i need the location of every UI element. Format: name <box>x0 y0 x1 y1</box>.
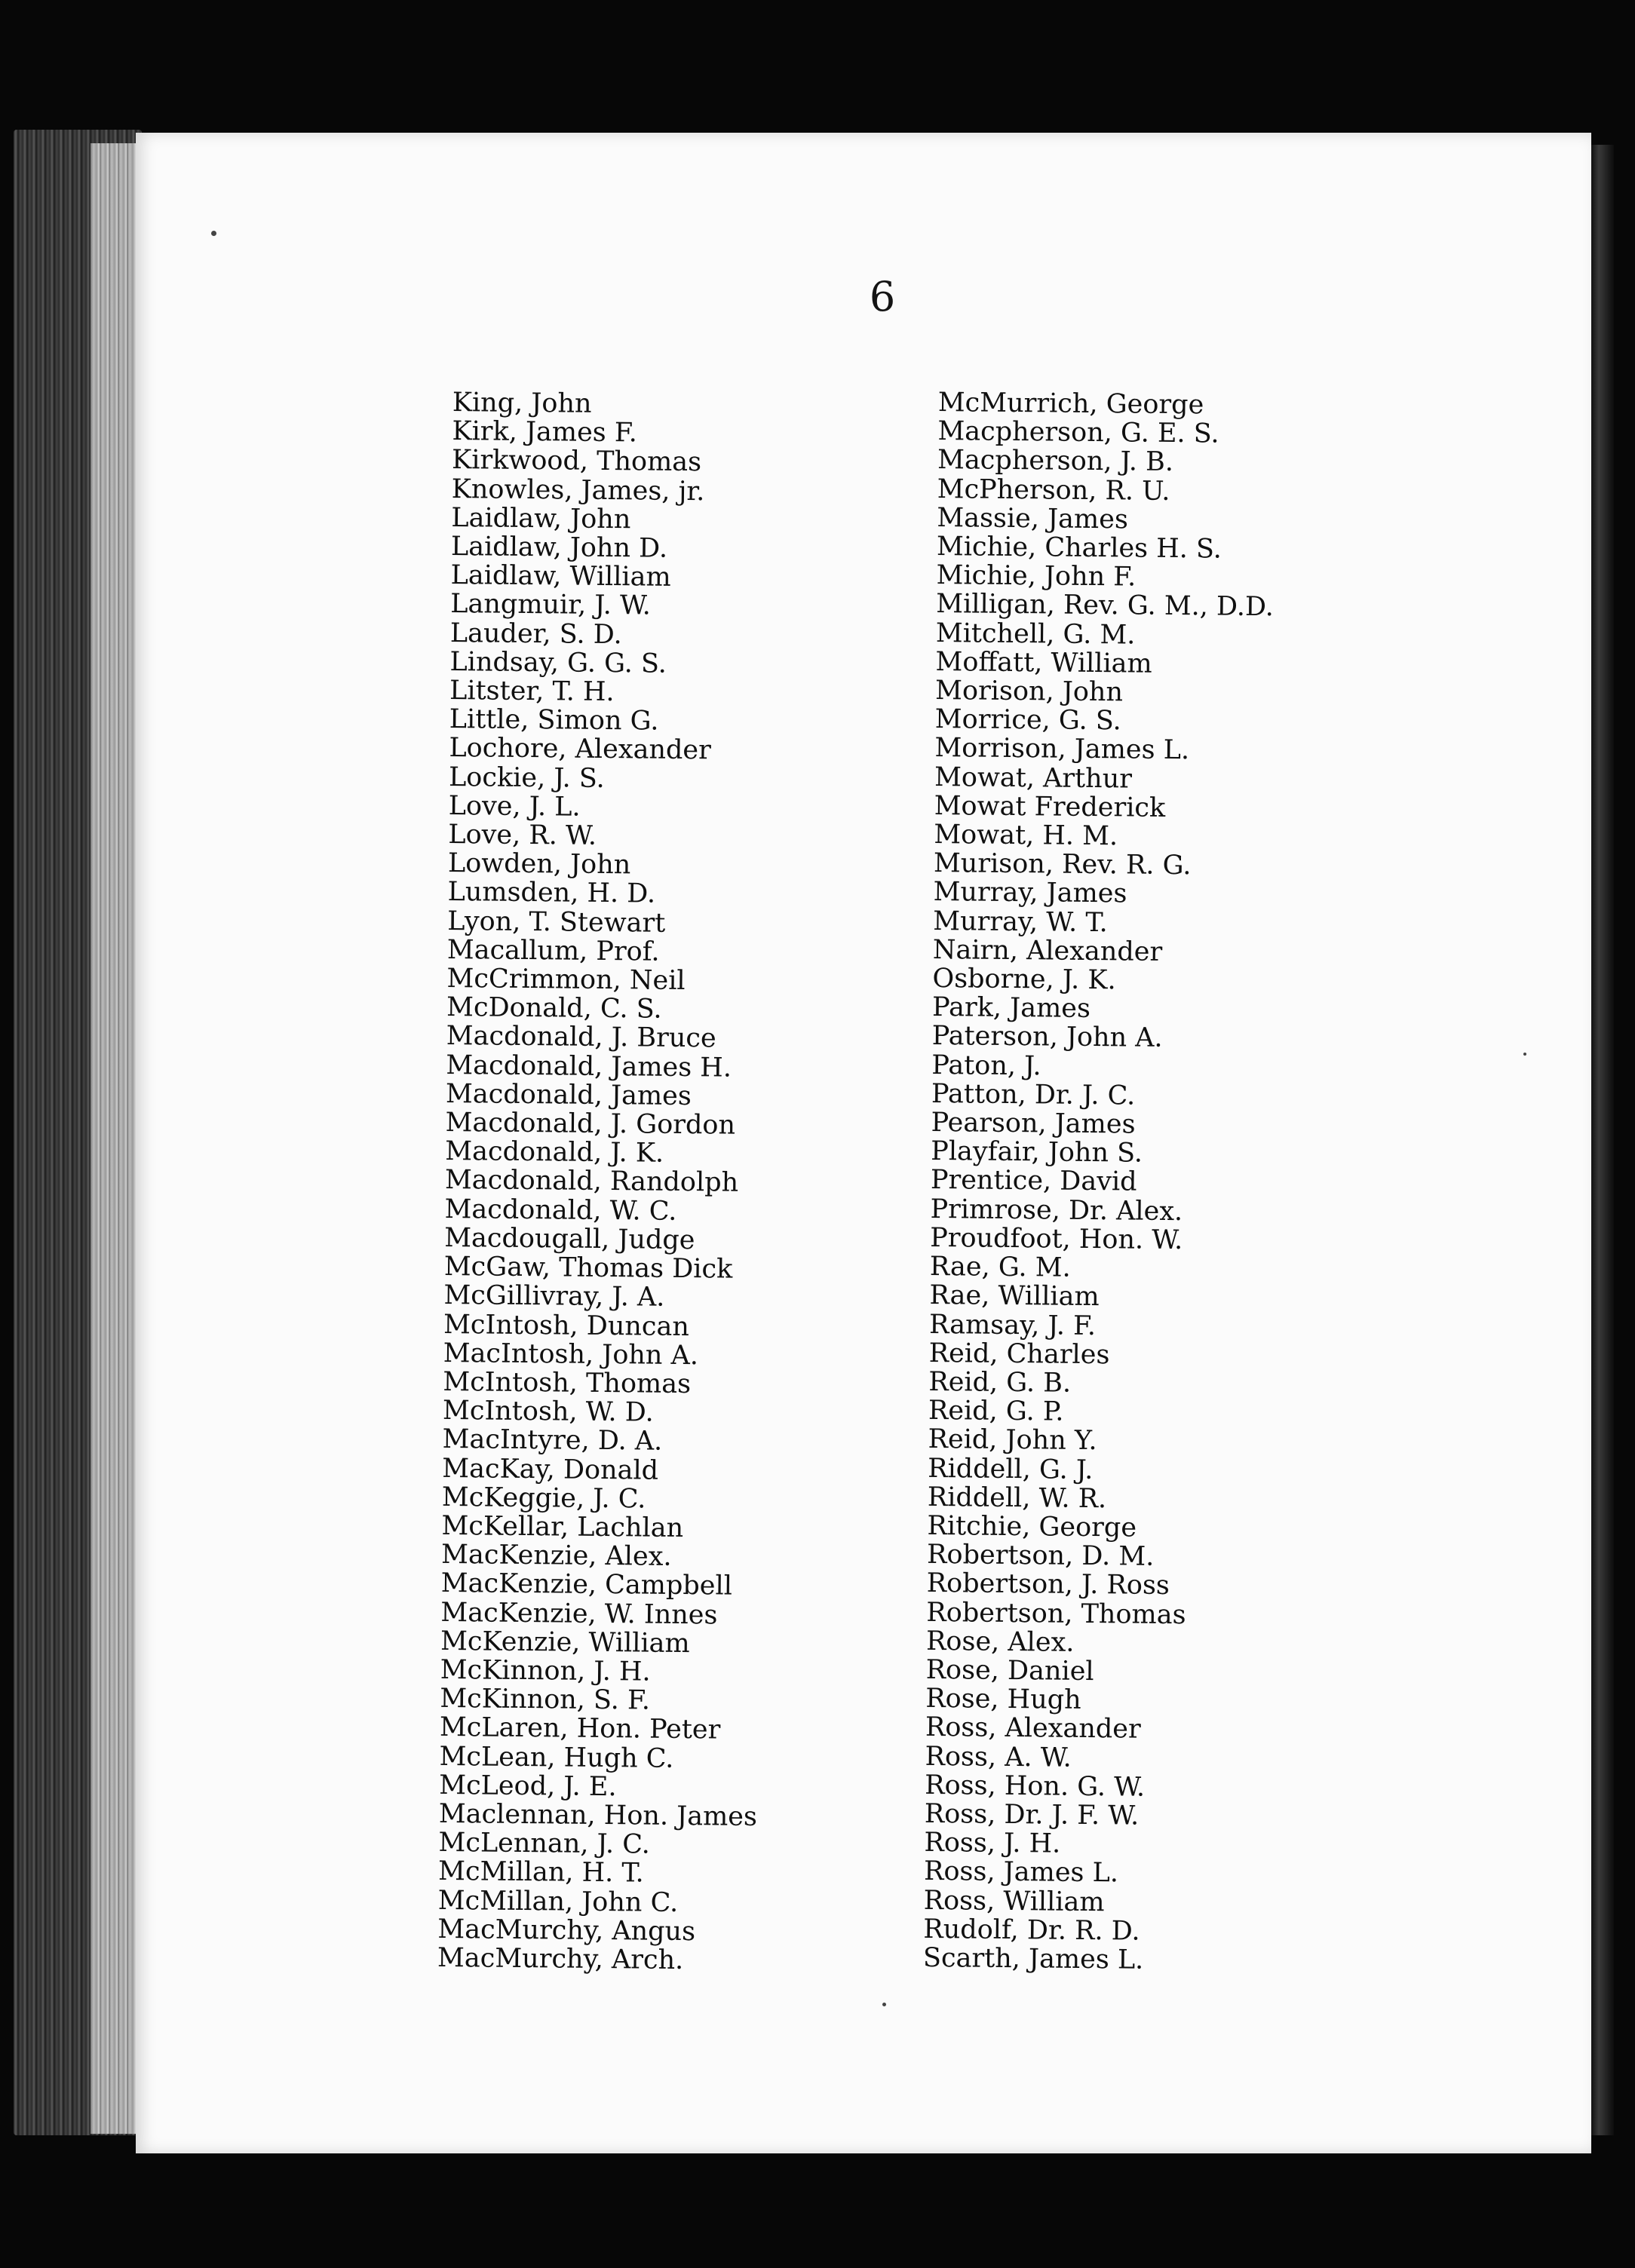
name-entry: Prentice, David <box>930 1165 1137 1198</box>
name-entry: McIntosh, Thomas <box>443 1366 692 1399</box>
name-entry: McMillan, John C. <box>437 1885 679 1918</box>
book-right-edge <box>1591 145 1614 2135</box>
name-entry: Mowat Frederick <box>934 790 1166 823</box>
name-entry: Macdonald, J. Bruce <box>446 1021 716 1054</box>
name-entry: Proudfoot, Hon. W. <box>929 1222 1183 1256</box>
name-entry: MacMurchy, Angus <box>437 1914 696 1947</box>
name-entry: Macdonald, J. Gordon <box>445 1108 736 1141</box>
name-entry: Patton, Dr. J. C. <box>931 1078 1136 1111</box>
name-entry: Laidlaw, John D. <box>450 532 668 564</box>
name-entry: Robertson, J. Ross <box>926 1568 1170 1601</box>
name-entry: McLaren, Hon. Peter <box>439 1712 721 1745</box>
name-entry: Reid, G. P. <box>928 1396 1064 1427</box>
name-entry: Laidlaw, John <box>451 502 631 535</box>
name-entry: Love, J. L. <box>448 790 581 823</box>
name-entry: Langmuir, J. W. <box>450 589 652 621</box>
name-entry: Macallum, Prof. <box>446 934 660 967</box>
name-entry: McGillivray, J. A. <box>443 1280 665 1313</box>
name-entry: McMurrich, George <box>937 388 1204 421</box>
name-entry: Lumsden, H. D. <box>447 877 656 910</box>
name-entry: MacKay, Donald <box>442 1453 659 1486</box>
name-entry: Michie, John F. <box>936 560 1137 593</box>
name-entry: Murison, Rev. R. G. <box>933 848 1192 881</box>
name-entry: Maclennan, Hon. James <box>438 1798 758 1832</box>
paper-speck <box>882 2003 886 2006</box>
name-entry: Ramsay, J. F. <box>928 1309 1097 1341</box>
name-entry: Moffatt, William <box>935 646 1152 679</box>
name-entry: Murray, W. T. <box>933 906 1108 938</box>
name-entry: Kirkwood, Thomas <box>451 445 702 478</box>
name-entry: Lyon, T. Stewart <box>447 906 666 939</box>
name-entry: MacKenzie, W. Innes <box>440 1597 718 1630</box>
name-entry: Lauder, S. D. <box>449 618 622 650</box>
name-entry: Robertson, D. M. <box>926 1540 1155 1572</box>
name-entry: Rae, G. M. <box>929 1252 1071 1283</box>
name-entry: Macdonald, James H. <box>446 1050 732 1083</box>
page-number: 6 <box>869 273 896 320</box>
name-entry: Ross, Dr. J. F. W. <box>924 1798 1140 1831</box>
name-list-right <box>923 388 1276 1975</box>
name-entry: Rose, Daniel <box>925 1654 1094 1687</box>
name-entry: Reid, Charles <box>928 1338 1110 1370</box>
name-entry: Morison, John <box>934 676 1124 708</box>
name-entry: Nairn, Alexander <box>932 934 1163 967</box>
name-entry: Riddell, G. J. <box>928 1453 1094 1485</box>
name-entry: Ross, James L. <box>923 1856 1119 1889</box>
name-entry: McLean, Hugh C. <box>439 1741 674 1774</box>
name-entry: Ritchie, George <box>927 1510 1137 1543</box>
name-entry: Ross, Hon. G. W. <box>925 1770 1146 1803</box>
name-entry: Macdonald, James <box>445 1078 692 1111</box>
name-entry: McGaw, Thomas Dick <box>443 1252 733 1285</box>
name-entry: McIntosh, Duncan <box>443 1309 690 1342</box>
name-entry: Michie, Charles H. S. <box>936 532 1222 565</box>
name-entry: McPherson, R. U. <box>937 474 1170 507</box>
name-entry: Morrice, G. S. <box>934 704 1121 737</box>
name-entry: McKenzie, William <box>440 1626 690 1659</box>
name-entry: McLennan, J. C. <box>438 1828 651 1860</box>
name-entry: Robertson, Thomas <box>926 1597 1186 1630</box>
name-entry: Reid, G. B. <box>928 1366 1072 1399</box>
name-entry: MacKenzie, Alex. <box>440 1540 672 1572</box>
name-entry: Massie, James <box>937 502 1129 535</box>
name-entry: Laidlaw, William <box>450 560 671 593</box>
name-entry: Rose, Hugh <box>925 1684 1081 1716</box>
name-entry: Morrison, James L. <box>934 733 1190 766</box>
name-entry: Pearson, James <box>931 1108 1136 1140</box>
name-entry: Scarth, James L. <box>922 1942 1144 1975</box>
name-entry: MacIntyre, D. A. <box>442 1424 663 1457</box>
name-entry: Love, R. W. <box>448 820 597 851</box>
document-page <box>136 133 1591 2153</box>
name-entry: MacIntosh, John A. <box>443 1338 699 1371</box>
name-entry: Kirk, James F. <box>452 416 638 449</box>
paper-speck <box>211 231 216 236</box>
name-entry: Rae, William <box>929 1280 1100 1313</box>
name-entry: Mowat, H. M. <box>934 820 1118 852</box>
name-entry: Knowles, James, jr. <box>451 474 705 507</box>
name-entry: Macpherson, G. E. S. <box>937 416 1219 449</box>
name-entry: King, John <box>452 388 592 419</box>
name-entry: Macpherson, J. B. <box>937 445 1174 478</box>
name-entry: Ross, J. H. <box>924 1828 1061 1859</box>
name-entry: McKellar, Lachlan <box>441 1510 684 1543</box>
name-entry: MacKenzie, Campbell <box>440 1568 733 1601</box>
name-entry: Lockie, J. S. <box>448 762 605 794</box>
name-entry: Lowden, John <box>447 848 631 881</box>
name-entry: Reid, John Y. <box>928 1424 1097 1457</box>
name-entry: Ross, William <box>923 1885 1105 1917</box>
name-entry: Murray, James <box>933 877 1127 909</box>
name-entry: Primrose, Dr. Alex. <box>930 1194 1183 1227</box>
name-entry: Park, James <box>931 992 1091 1025</box>
name-entry: Lochore, Alexander <box>449 733 711 766</box>
name-entry: McIntosh, W. D. <box>442 1396 654 1428</box>
name-entry: McKinnon, S. F. <box>440 1684 651 1716</box>
name-entry: Rudolf, Dr. R. D. <box>923 1914 1140 1947</box>
name-entry: Mitchell, G. M. <box>935 618 1136 651</box>
paper-speck <box>1523 1053 1526 1056</box>
name-entry: Litster, T. H. <box>449 676 615 708</box>
name-entry: Lindsay, G. G. S. <box>449 646 667 679</box>
name-entry: McLeod, J. E. <box>439 1770 617 1802</box>
name-entry: Playfair, John S. <box>931 1136 1143 1169</box>
name-entry: McDonald, C. S. <box>446 992 662 1025</box>
name-list-left <box>437 388 771 1975</box>
name-entry: McCrimmon, Neil <box>446 964 686 997</box>
name-entry: Macdougall, Judge <box>443 1222 695 1256</box>
name-entry: MacMurchy, Arch. <box>437 1942 684 1976</box>
name-entry: McKinnon, J. H. <box>440 1654 651 1687</box>
name-entry: McKeggie, J. C. <box>441 1482 646 1515</box>
name-entry: Macdonald, J. K. <box>445 1136 664 1169</box>
name-entry: Macdonald, Randolph <box>444 1165 739 1199</box>
name-entry: Riddell, W. R. <box>927 1482 1107 1514</box>
name-entry: Milligan, Rev. G. M., D.D. <box>936 589 1275 623</box>
name-entry: Paton, J. <box>931 1050 1041 1082</box>
name-entry: Paterson, John A. <box>931 1021 1163 1054</box>
name-entry: Macdonald, W. C. <box>444 1194 677 1227</box>
name-entry: Little, Simon G. <box>449 704 659 737</box>
name-entry: Ross, Alexander <box>925 1712 1141 1745</box>
name-entry: Osborne, J. K. <box>932 964 1116 996</box>
name-entry: Mowat, Arthur <box>934 762 1133 795</box>
name-entry: McMillan, H. T. <box>437 1856 644 1889</box>
name-entry: Ross, A. W. <box>925 1741 1072 1773</box>
name-entry: Rose, Alex. <box>925 1626 1075 1658</box>
